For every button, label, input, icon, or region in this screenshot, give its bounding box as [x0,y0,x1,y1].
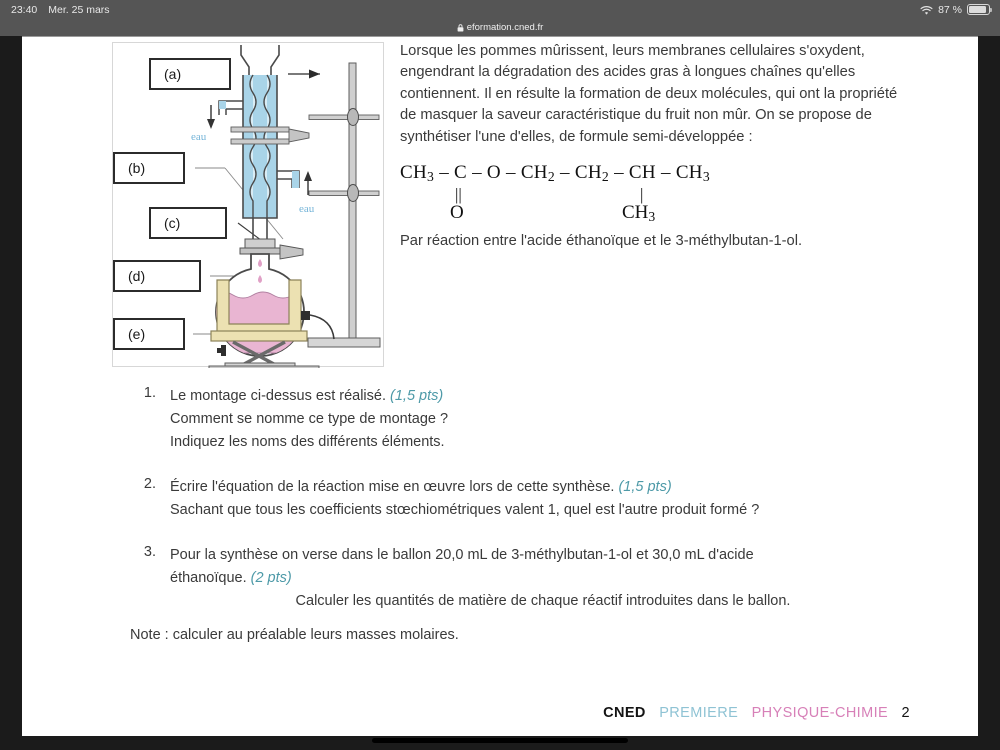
formula-main-chain: $CH_3$ – C – O – $CH_2 - CH_2$ – CH – $CH_3$ [400,162,710,184]
browser-url-bar[interactable] [0,19,1000,36]
lock-icon [457,24,464,32]
question-line: Pour la synthèse on verse dans le ballon 20,0 mL de 3-méthylbutan-1-ol et 30,0 mL d'acide [170,547,754,563]
question-line: Le montage ci-dessus est réalisé. [170,388,386,404]
question-line: Indiquez les noms des différents éléments. [170,434,445,450]
url-container[interactable] [457,22,544,33]
single-bond-symbol: | [640,185,644,204]
water-outlet-label: eau [299,203,315,215]
reflux-apparatus-figure [112,42,384,367]
question-number: 2. [143,476,156,492]
battery-percent-label: 87 % [938,3,962,16]
reflux-condenser [219,45,309,246]
stand [308,63,380,347]
status-bar-left [11,4,110,16]
figure-label-a [149,58,231,90]
figure-label-e-text: (e) [128,326,146,342]
reaction-description: Par réaction entre l'acide éthanoïque et le 3-méthylbutan-1-ol. [400,233,803,249]
question-body [170,476,920,522]
footer-level: PREMIERE [659,705,739,721]
footer-subject: PHYSIQUE-CHIMIE [751,705,889,721]
question-item [130,476,920,522]
question-item [130,385,920,454]
status-time: 23:40 [11,3,38,16]
status-bar-right [920,4,990,16]
figure-label-c [149,207,227,239]
formula-branch-oxygen: O [450,202,464,223]
footer-brand: CNED [603,705,646,721]
document-page [22,36,978,736]
figure-label-e [113,318,185,350]
figure-label-a-text: (a) [164,66,182,82]
footer-page-number: 2 [901,705,910,721]
question-line: Sachant que tous les coefficients stœchiométriques valent 1, quel est l'autre produit formé ? [170,502,760,518]
double-bond-symbol: || [455,185,462,204]
figure-label-b-text: (b) [128,160,146,176]
question-points: (1,5 pts) [390,388,444,404]
formula-bond-row [400,185,710,202]
semi-developed-formula [400,162,710,224]
calculation-instruction: Calculer les quantités de matière de chaque réactif introduites dans le ballon. [295,593,791,609]
note-instruction: Note : calculer au préalable leurs masses molaires. [130,627,459,643]
question-points: (2 pts) [250,570,292,586]
figure-label-c-text: (c) [164,215,181,231]
url-text: eformation.cned.fr [466,22,544,33]
question-body [170,544,920,590]
formula-branch-methyl: $CH_3$ [622,202,656,224]
figure-label-d-text: (d) [128,268,146,284]
status-bar [0,0,1000,19]
question-body [170,385,920,454]
formula-branch-row [400,202,710,224]
figure-label-d [113,260,201,292]
question-line: éthanoïque. [170,570,247,586]
page-footer [22,705,978,721]
browser-viewport[interactable] [0,36,1000,750]
question-number: 3. [143,544,156,560]
status-date: Mer. 25 mars [48,3,110,16]
questions-list [130,385,920,608]
battery-icon [967,4,990,15]
figure-label-b [113,152,185,184]
question-points: (1,5 pts) [618,479,672,495]
intro-paragraph: Lorsque les pommes mûrissent, leurs membranes cellulaires s'oxydent, engendrant la dégradation des acides gras à longues chaînes qu'elles contiennent. Il en résulte la formation de deux molécules, qui ont la propriété de masquer la saveur caractéristique du fruit non mûr. On se propose de synthétiser l'une d'elles, de formule semi-développée : [400,43,898,145]
ground-glass-joint [240,239,303,259]
question-line: Écrire l'équation de la réaction mise en œuvre lors de cette synthèse. [170,479,615,495]
water-inlet-label: eau [191,131,207,143]
question-line: Comment se nomme ce type de montage ? [170,411,449,427]
wifi-icon [920,5,933,15]
question-item [130,544,920,590]
home-indicator[interactable] [372,738,628,743]
question-number: 1. [143,385,156,401]
